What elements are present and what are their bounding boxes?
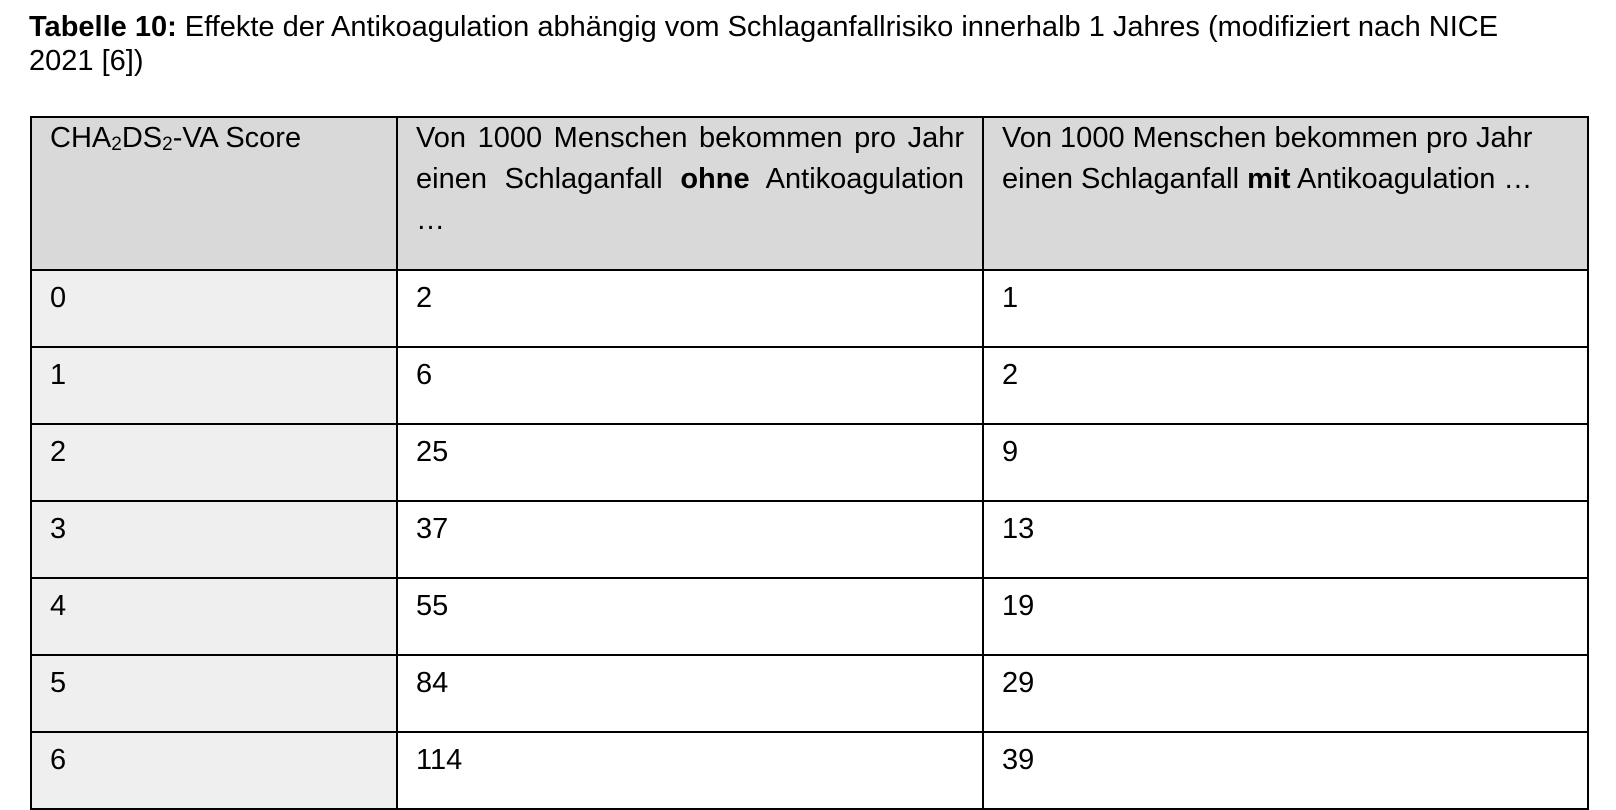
caption-label: Tabelle 10: bbox=[29, 11, 177, 43]
table-row bbox=[31, 424, 1588, 501]
cell-with: 19 bbox=[983, 578, 1588, 655]
cell-without: 84 bbox=[397, 655, 983, 732]
table-header-row bbox=[31, 117, 1588, 270]
cell-with: 39 bbox=[983, 732, 1588, 809]
cell-without: 6 bbox=[397, 347, 983, 424]
caption-text: Effekte der Antikoagulation abhängig vom Schlaganfallrisiko innerhalb 1 Jahres (modifiziert nach NICE 2021 [6]) bbox=[29, 11, 1499, 77]
cell-score: 0 bbox=[31, 270, 397, 347]
header-score: $CHA_2DS_2-VA$ Score bbox=[31, 117, 397, 270]
header-without-anticoagulation: Von 1000 Menschen bekommen pro Jahr einen Schlaganfall ohne Antikoagulation … bbox=[397, 117, 983, 270]
table-row bbox=[31, 578, 1588, 655]
cell-with: 9 bbox=[983, 424, 1588, 501]
cell-score: 6 bbox=[31, 732, 397, 809]
table-row bbox=[31, 270, 1588, 347]
cell-with: 1 bbox=[983, 270, 1588, 347]
cell-with: 13 bbox=[983, 501, 1588, 578]
cell-without: 25 bbox=[397, 424, 983, 501]
cell-without: 37 bbox=[397, 501, 983, 578]
cell-without: 55 bbox=[397, 578, 983, 655]
cell-score: 4 bbox=[31, 578, 397, 655]
cell-score: 5 bbox=[31, 655, 397, 732]
cell-score: 3 bbox=[31, 501, 397, 578]
cell-with: 29 bbox=[983, 655, 1588, 732]
table-row bbox=[31, 655, 1588, 732]
table-row bbox=[31, 347, 1588, 424]
table-row bbox=[31, 501, 1588, 578]
header-with-anticoagulation: Von 1000 Menschen bekommen pro Jahr einen Schlaganfall mit Antikoagulation … bbox=[983, 117, 1588, 270]
table-caption bbox=[29, 10, 1569, 78]
cell-with: 2 bbox=[983, 347, 1588, 424]
cell-without: 114 bbox=[397, 732, 983, 809]
cell-score: 1 bbox=[31, 347, 397, 424]
cell-score: 2 bbox=[31, 424, 397, 501]
table-row bbox=[31, 732, 1588, 809]
stroke-risk-table bbox=[30, 116, 1589, 810]
cell-without: 2 bbox=[397, 270, 983, 347]
